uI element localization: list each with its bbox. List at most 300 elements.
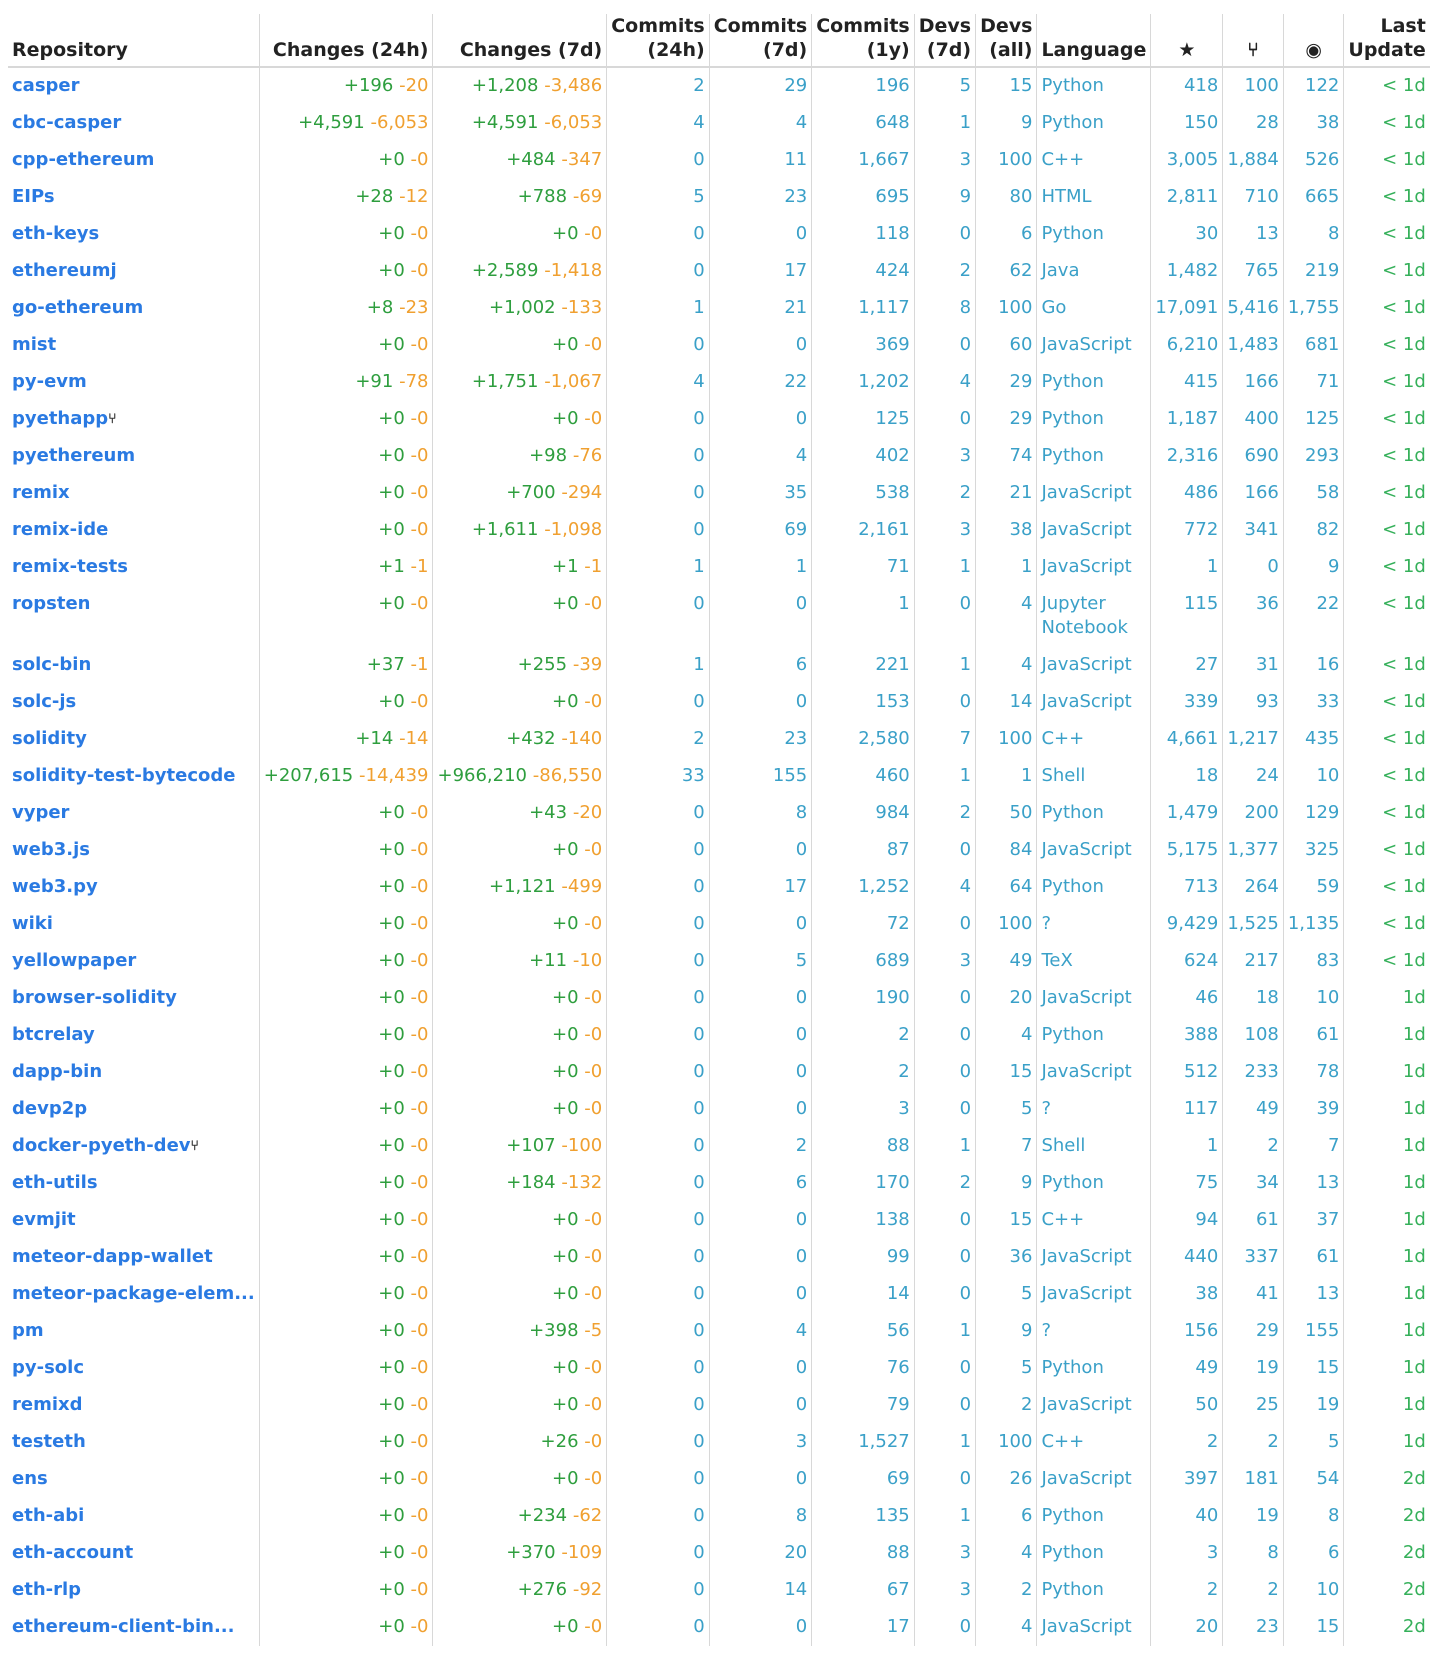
additions-24h: +0 xyxy=(378,1024,405,1045)
header-row xyxy=(8,14,1430,67)
repo-link[interactable]: remixd xyxy=(12,1394,83,1415)
stars-cell: 9,429 xyxy=(1151,906,1223,943)
table-body xyxy=(8,67,1430,1646)
repo-link[interactable]: btcrelay xyxy=(12,1024,95,1045)
commits-1y-cell: 76 xyxy=(812,1350,915,1387)
repo-link[interactable]: wiki xyxy=(12,913,53,934)
repo-cell xyxy=(8,1461,259,1498)
commits-24h-cell: 0 xyxy=(607,684,710,721)
language-cell: Python xyxy=(1037,1535,1151,1572)
devs-all-cell: 1 xyxy=(976,549,1037,586)
changes-7d-cell xyxy=(433,290,607,327)
additions-24h: +0 xyxy=(378,1320,405,1341)
language-cell: Shell xyxy=(1037,1128,1151,1165)
last-update-cell: 2d xyxy=(1402,1542,1426,1563)
deletions-7d: -0 xyxy=(584,1394,603,1415)
repo-link[interactable]: eth-rlp xyxy=(12,1579,82,1600)
commits-1y-cell: 88 xyxy=(812,1128,915,1165)
additions-24h: +0 xyxy=(378,482,405,503)
deletions-7d: -0 xyxy=(584,913,603,934)
repo-cell xyxy=(8,1128,259,1165)
table-row xyxy=(8,1017,1430,1054)
additions-24h: +0 xyxy=(378,913,405,934)
table-row xyxy=(8,832,1430,869)
deletions-7d: -0 xyxy=(584,987,603,1008)
col-watchers[interactable] xyxy=(1283,14,1344,67)
eye-icon: ◉ xyxy=(1305,39,1322,61)
repo-link[interactable]: pm xyxy=(12,1320,44,1341)
changes-24h-cell xyxy=(259,1424,433,1461)
col-changes-7d[interactable] xyxy=(433,14,607,67)
repo-link[interactable]: go-ethereum xyxy=(12,297,144,318)
table-row xyxy=(8,1461,1430,1498)
repo-link[interactable]: ens xyxy=(12,1468,48,1489)
col-commits-24h[interactable] xyxy=(607,14,710,67)
devs-7d-cell: 0 xyxy=(914,980,975,1017)
commits-1y-cell: 1,527 xyxy=(812,1424,915,1461)
last-update-cell: < 1d xyxy=(1382,482,1426,503)
commits-1y-cell: 138 xyxy=(812,1202,915,1239)
repo-link[interactable]: eth-account xyxy=(12,1542,134,1563)
additions-7d: +1 xyxy=(552,556,579,577)
commits-7d-cell: 0 xyxy=(709,327,812,364)
commits-7d-cell: 0 xyxy=(709,1202,812,1239)
additions-7d: +484 xyxy=(506,149,556,170)
repo-link[interactable]: devp2p xyxy=(12,1098,88,1119)
commits-1y-cell: 196 xyxy=(812,67,915,105)
repo-cell xyxy=(8,1276,259,1313)
additions-7d: +700 xyxy=(506,482,556,503)
devs-7d-cell: 0 xyxy=(914,401,975,438)
deletions-24h: -0 xyxy=(410,1468,429,1489)
stars-cell: 713 xyxy=(1151,869,1223,906)
repo-link[interactable]: solidity-test-bytecode xyxy=(12,765,236,786)
devs-all-cell: 6 xyxy=(976,216,1037,253)
stars-cell: 94 xyxy=(1151,1202,1223,1239)
commits-24h-cell: 0 xyxy=(607,512,710,549)
watchers-cell: 155 xyxy=(1283,1313,1344,1350)
col-devs-7d[interactable] xyxy=(914,14,975,67)
table-row xyxy=(8,1424,1430,1461)
last-update-cell: 1d xyxy=(1402,1394,1426,1415)
changes-7d-cell xyxy=(433,1165,607,1202)
commits-1y-cell: 71 xyxy=(812,549,915,586)
devs-all-cell: 2 xyxy=(976,1387,1037,1424)
table-row xyxy=(8,105,1430,142)
commits-24h-cell: 0 xyxy=(607,1054,710,1091)
table-row xyxy=(8,142,1430,179)
col-language-label: Language xyxy=(1041,39,1147,61)
col-commits-7d[interactable] xyxy=(709,14,812,67)
forks-cell: 49 xyxy=(1223,1091,1284,1128)
commits-7d-cell: 0 xyxy=(709,980,812,1017)
additions-24h: +37 xyxy=(366,654,405,675)
repo-link[interactable]: ropsten xyxy=(12,593,91,614)
repo-link[interactable]: vyper xyxy=(12,802,70,823)
additions-7d: +966,210 xyxy=(437,765,528,786)
commits-7d-cell: 0 xyxy=(709,1609,812,1646)
stars-cell: 38 xyxy=(1151,1276,1223,1313)
repo-link[interactable]: ethereumj xyxy=(12,260,117,281)
devs-all-cell: 4 xyxy=(976,1609,1037,1646)
changes-24h-cell xyxy=(259,869,433,906)
table-row xyxy=(8,795,1430,832)
changes-24h-cell xyxy=(259,832,433,869)
changes-7d-cell xyxy=(433,647,607,684)
deletions-7d: -133 xyxy=(561,297,603,318)
col-devs-all-bot: (all) xyxy=(989,39,1033,61)
additions-24h: +0 xyxy=(378,1579,405,1600)
deletions-7d: -0 xyxy=(584,334,603,355)
repo-cell xyxy=(8,1572,259,1609)
additions-7d: +98 xyxy=(529,445,568,466)
stars-cell: 5,175 xyxy=(1151,832,1223,869)
devs-all-cell: 50 xyxy=(976,795,1037,832)
repo-link[interactable]: remix-tests xyxy=(12,556,128,577)
repo-link[interactable]: EIPs xyxy=(12,186,55,207)
devs-7d-cell: 3 xyxy=(914,943,975,980)
commits-24h-cell: 0 xyxy=(607,438,710,475)
deletions-24h: -1 xyxy=(410,654,429,675)
col-changes-24h[interactable] xyxy=(259,14,433,67)
table-row xyxy=(8,684,1430,721)
forks-cell: 29 xyxy=(1223,1313,1284,1350)
commits-7d-cell: 0 xyxy=(709,684,812,721)
additions-24h: +0 xyxy=(378,260,405,281)
devs-7d-cell: 8 xyxy=(914,290,975,327)
table-row xyxy=(8,512,1430,549)
changes-24h-cell xyxy=(259,142,433,179)
commits-1y-cell: 72 xyxy=(812,906,915,943)
stars-cell: 40 xyxy=(1151,1498,1223,1535)
deletions-7d: -92 xyxy=(572,1579,603,1600)
changes-7d-cell xyxy=(433,943,607,980)
col-last-update[interactable] xyxy=(1344,14,1430,67)
last-update-cell: < 1d xyxy=(1382,223,1426,244)
repo-link[interactable]: evmjit xyxy=(12,1209,76,1230)
repo-cell xyxy=(8,1498,259,1535)
additions-7d: +1,751 xyxy=(471,371,539,392)
language-cell: JavaScript xyxy=(1037,1054,1151,1091)
repo-link[interactable]: py-solc xyxy=(12,1357,85,1378)
additions-7d: +1,002 xyxy=(489,297,556,318)
commits-1y-cell: 1 xyxy=(812,586,915,647)
last-update-cell: 2d xyxy=(1402,1505,1426,1526)
changes-24h-cell xyxy=(259,1239,433,1276)
repo-link[interactable]: dapp-bin xyxy=(12,1061,103,1082)
deletions-24h: -0 xyxy=(410,1579,429,1600)
deletions-7d: -1,418 xyxy=(544,260,603,281)
devs-7d-cell: 3 xyxy=(914,438,975,475)
last-update-cell: 1d xyxy=(1402,1246,1426,1267)
table-row xyxy=(8,1276,1430,1313)
repo-link[interactable]: remix xyxy=(12,482,70,503)
language-cell: ? xyxy=(1037,1313,1151,1350)
commits-24h-cell: 2 xyxy=(607,721,710,758)
watchers-cell: 59 xyxy=(1283,869,1344,906)
stars-cell: 18 xyxy=(1151,758,1223,795)
forks-cell: 1,217 xyxy=(1223,721,1284,758)
commits-24h-cell: 0 xyxy=(607,832,710,869)
last-update-cell: 1d xyxy=(1402,1172,1426,1193)
repo-link[interactable]: py-evm xyxy=(12,371,87,392)
repo-link[interactable]: testeth xyxy=(12,1431,86,1452)
language-cell: Python xyxy=(1037,1165,1151,1202)
changes-7d-cell xyxy=(433,1202,607,1239)
deletions-24h: -0 xyxy=(410,1209,429,1230)
commits-1y-cell: 689 xyxy=(812,943,915,980)
repo-link[interactable]: meteor-dapp-wallet xyxy=(12,1246,213,1267)
commits-7d-cell: 22 xyxy=(709,364,812,401)
commits-7d-cell: 0 xyxy=(709,1350,812,1387)
last-update-cell: < 1d xyxy=(1382,186,1426,207)
table-row xyxy=(8,1091,1430,1128)
repo-link[interactable]: solc-js xyxy=(12,691,77,712)
watchers-cell: 61 xyxy=(1283,1017,1344,1054)
repo-link[interactable]: pyethereum xyxy=(12,445,136,466)
additions-7d: +0 xyxy=(552,223,579,244)
forks-cell: 166 xyxy=(1223,364,1284,401)
devs-all-cell: 100 xyxy=(976,290,1037,327)
repo-link[interactable]: pyethapp xyxy=(12,408,109,429)
watchers-cell: 219 xyxy=(1283,253,1344,290)
table-row xyxy=(8,721,1430,758)
repo-cell xyxy=(8,401,259,438)
additions-7d: +0 xyxy=(552,987,579,1008)
additions-24h: +0 xyxy=(378,1135,405,1156)
col-forks[interactable] xyxy=(1223,14,1284,67)
repo-link[interactable]: casper xyxy=(12,75,80,96)
devs-all-cell: 9 xyxy=(976,1165,1037,1202)
stars-cell: 20 xyxy=(1151,1609,1223,1646)
additions-24h: +0 xyxy=(378,876,405,897)
repo-link[interactable]: solc-bin xyxy=(12,654,92,675)
additions-7d: +1,208 xyxy=(471,75,539,96)
commits-7d-cell: 0 xyxy=(709,1239,812,1276)
stars-cell: 512 xyxy=(1151,1054,1223,1091)
devs-7d-cell: 1 xyxy=(914,1128,975,1165)
devs-7d-cell: 0 xyxy=(914,1202,975,1239)
forks-cell: 690 xyxy=(1223,438,1284,475)
additions-7d: +26 xyxy=(540,1431,579,1452)
repo-cell xyxy=(8,253,259,290)
language-cell: HTML xyxy=(1037,179,1151,216)
deletions-7d: -6,053 xyxy=(544,112,603,133)
repo-link[interactable]: web3.js xyxy=(12,839,90,860)
repo-link[interactable]: ethereum-client-bin... xyxy=(12,1616,235,1637)
forks-cell: 61 xyxy=(1223,1202,1284,1239)
devs-all-cell: 5 xyxy=(976,1091,1037,1128)
commits-24h-cell: 0 xyxy=(607,401,710,438)
changes-7d-cell xyxy=(433,475,607,512)
deletions-7d: -0 xyxy=(584,593,603,614)
changes-7d-cell xyxy=(433,105,607,142)
last-update-cell: < 1d xyxy=(1382,371,1426,392)
commits-24h-cell: 0 xyxy=(607,586,710,647)
deletions-7d: -10 xyxy=(572,950,603,971)
stars-cell: 49 xyxy=(1151,1350,1223,1387)
deletions-24h: -0 xyxy=(410,1394,429,1415)
last-update-cell: < 1d xyxy=(1382,149,1426,170)
additions-24h: +0 xyxy=(378,1616,405,1637)
repo-cell xyxy=(8,290,259,327)
stars-cell: 2,811 xyxy=(1151,179,1223,216)
forks-cell: 41 xyxy=(1223,1276,1284,1313)
commits-7d-cell: 23 xyxy=(709,179,812,216)
commits-24h-cell: 0 xyxy=(607,1350,710,1387)
deletions-24h: -0 xyxy=(410,223,429,244)
repo-cell xyxy=(8,327,259,364)
changes-7d-cell xyxy=(433,253,607,290)
devs-7d-cell: 0 xyxy=(914,327,975,364)
commits-7d-cell: 0 xyxy=(709,1461,812,1498)
changes-7d-cell xyxy=(433,1128,607,1165)
commits-24h-cell: 0 xyxy=(607,1202,710,1239)
forks-cell: 166 xyxy=(1223,475,1284,512)
stars-cell: 1 xyxy=(1151,549,1223,586)
deletions-24h: -0 xyxy=(410,1172,429,1193)
changes-24h-cell xyxy=(259,1017,433,1054)
repo-cell xyxy=(8,105,259,142)
commits-24h-cell: 0 xyxy=(607,795,710,832)
changes-24h-cell xyxy=(259,1572,433,1609)
deletions-24h: -0 xyxy=(410,987,429,1008)
col-stars[interactable] xyxy=(1151,14,1223,67)
stars-cell: 2 xyxy=(1151,1424,1223,1461)
language-cell: Python xyxy=(1037,364,1151,401)
repo-link[interactable]: meteor-package-elem... xyxy=(12,1283,255,1304)
repo-link[interactable]: web3.py xyxy=(12,876,98,897)
table-row xyxy=(8,1128,1430,1165)
col-commits-1y[interactable] xyxy=(812,14,915,67)
changes-24h-cell xyxy=(259,67,433,105)
col-devs-all[interactable] xyxy=(976,14,1037,67)
repo-link[interactable]: yellowpaper xyxy=(12,950,137,971)
forks-cell: 5,416 xyxy=(1223,290,1284,327)
last-update-cell: < 1d xyxy=(1382,260,1426,281)
additions-7d: +0 xyxy=(552,691,579,712)
watchers-cell: 16 xyxy=(1283,647,1344,684)
changes-24h-cell xyxy=(259,586,433,647)
col-commits-1y-top: Commits xyxy=(816,15,910,37)
repo-link[interactable]: solidity xyxy=(12,728,87,749)
repo-link[interactable]: eth-abi xyxy=(12,1505,85,1526)
commits-24h-cell: 0 xyxy=(607,1461,710,1498)
changes-24h-cell xyxy=(259,1461,433,1498)
last-update-cell: < 1d xyxy=(1382,950,1426,971)
language-cell: Python xyxy=(1037,795,1151,832)
devs-7d-cell: 0 xyxy=(914,1461,975,1498)
stars-cell: 6,210 xyxy=(1151,327,1223,364)
forked-repo-icon: ⑂ xyxy=(190,1138,199,1154)
last-update-cell: < 1d xyxy=(1382,556,1426,577)
commits-1y-cell: 3 xyxy=(812,1091,915,1128)
devs-7d-cell: 1 xyxy=(914,105,975,142)
deletions-7d: -0 xyxy=(584,1209,603,1230)
stars-cell: 46 xyxy=(1151,980,1223,1017)
repo-cell xyxy=(8,1017,259,1054)
watchers-cell: 37 xyxy=(1283,1202,1344,1239)
deletions-24h: -0 xyxy=(410,1246,429,1267)
devs-all-cell: 4 xyxy=(976,586,1037,647)
changes-24h-cell xyxy=(259,980,433,1017)
commits-7d-cell: 0 xyxy=(709,1091,812,1128)
repo-link[interactable]: remix-ide xyxy=(12,519,109,540)
commits-1y-cell: 1,117 xyxy=(812,290,915,327)
additions-24h: +0 xyxy=(378,802,405,823)
col-changes-24h-label: Changes (24h) xyxy=(272,39,429,61)
forks-cell: 765 xyxy=(1223,253,1284,290)
deletions-24h: -0 xyxy=(410,1505,429,1526)
deletions-24h: -0 xyxy=(410,519,429,540)
repo-cell xyxy=(8,438,259,475)
language-cell: Python xyxy=(1037,401,1151,438)
changes-7d-cell xyxy=(433,1498,607,1535)
commits-24h-cell: 0 xyxy=(607,253,710,290)
watchers-cell: 15 xyxy=(1283,1350,1344,1387)
last-update-cell: 1d xyxy=(1402,1283,1426,1304)
repo-cell xyxy=(8,1202,259,1239)
deletions-7d: -109 xyxy=(561,1542,603,1563)
table-row xyxy=(8,586,1430,647)
last-update-cell: 1d xyxy=(1402,1098,1426,1119)
stars-cell: 50 xyxy=(1151,1387,1223,1424)
commits-1y-cell: 2,580 xyxy=(812,721,915,758)
commits-1y-cell: 2 xyxy=(812,1054,915,1091)
additions-7d: +0 xyxy=(552,1616,579,1637)
deletions-7d: -0 xyxy=(584,1024,603,1045)
commits-24h-cell: 0 xyxy=(607,327,710,364)
commits-1y-cell: 1,202 xyxy=(812,364,915,401)
commits-1y-cell: 87 xyxy=(812,832,915,869)
repo-link[interactable]: mist xyxy=(12,334,57,355)
col-last-update-bot: Update xyxy=(1348,39,1426,61)
additions-7d: +255 xyxy=(517,654,568,675)
devs-7d-cell: 0 xyxy=(914,216,975,253)
devs-all-cell: 80 xyxy=(976,179,1037,216)
col-language[interactable] xyxy=(1037,14,1151,67)
commits-7d-cell: 17 xyxy=(709,253,812,290)
deletions-24h: -0 xyxy=(410,408,429,429)
repo-link[interactable]: eth-keys xyxy=(12,223,100,244)
repo-link[interactable]: eth-utils xyxy=(12,1172,98,1193)
deletions-24h: -1 xyxy=(410,556,429,577)
forks-cell: 710 xyxy=(1223,179,1284,216)
repo-link[interactable]: cbc-casper xyxy=(12,112,122,133)
commits-7d-cell: 0 xyxy=(709,1387,812,1424)
repo-link[interactable]: cpp-ethereum xyxy=(12,149,155,170)
repo-link[interactable]: browser-solidity xyxy=(12,987,177,1008)
changes-7d-cell xyxy=(433,327,607,364)
repo-cell xyxy=(8,1313,259,1350)
commits-24h-cell: 33 xyxy=(607,758,710,795)
changes-24h-cell xyxy=(259,438,433,475)
deletions-24h: -0 xyxy=(410,593,429,614)
last-update-cell: < 1d xyxy=(1382,839,1426,860)
devs-all-cell: 6 xyxy=(976,1498,1037,1535)
additions-7d: +0 xyxy=(552,1061,579,1082)
repo-link[interactable]: docker-pyeth-dev xyxy=(12,1135,191,1156)
commits-24h-cell: 2 xyxy=(607,67,710,105)
commits-1y-cell: 135 xyxy=(812,1498,915,1535)
commits-24h-cell: 0 xyxy=(607,216,710,253)
devs-7d-cell: 3 xyxy=(914,142,975,179)
commits-24h-cell: 0 xyxy=(607,980,710,1017)
table-row xyxy=(8,438,1430,475)
stars-cell: 440 xyxy=(1151,1239,1223,1276)
table-row xyxy=(8,1239,1430,1276)
col-repository[interactable] xyxy=(8,14,259,67)
